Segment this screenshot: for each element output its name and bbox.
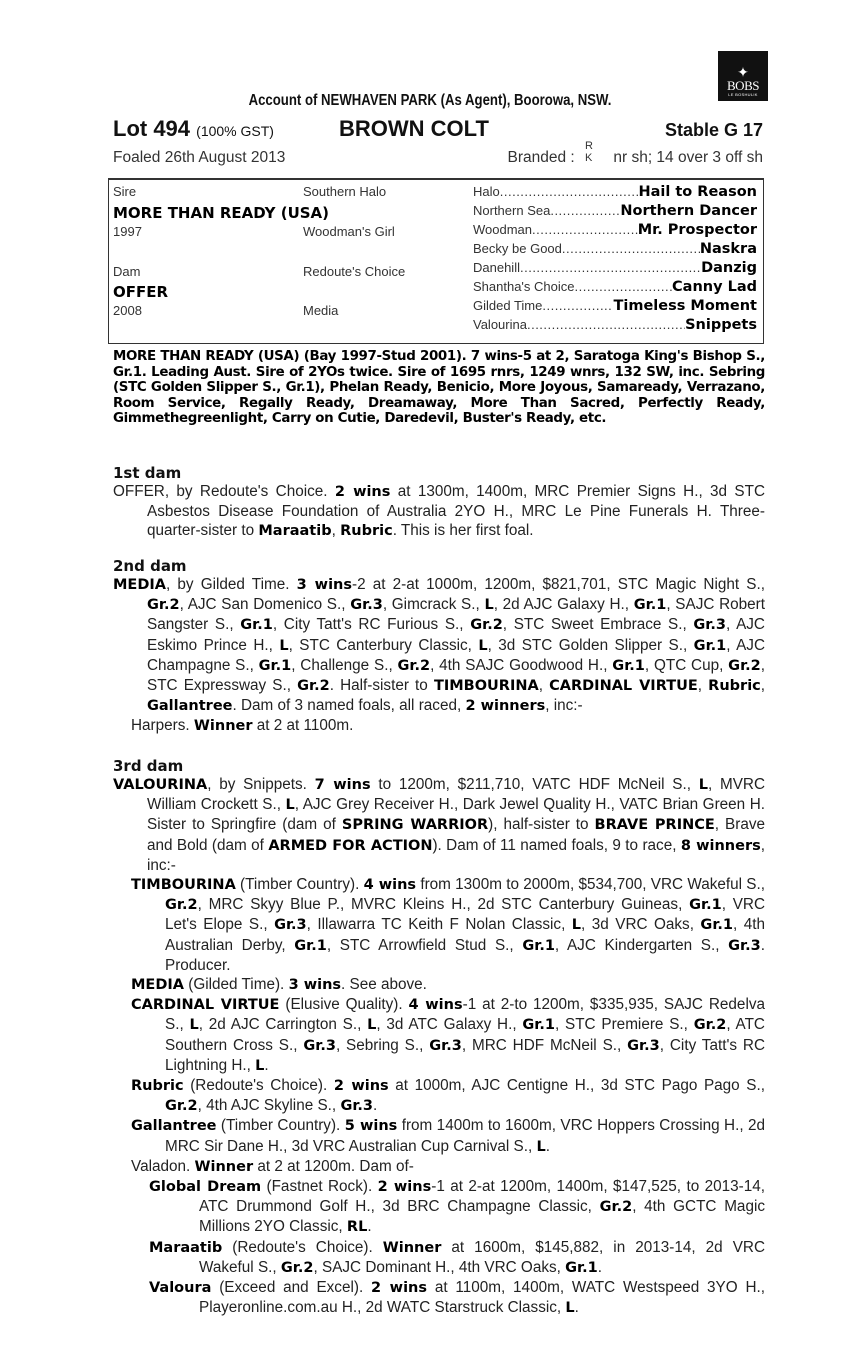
bold-text: Valoura — [149, 1280, 212, 1297]
sire-label: Sire — [113, 184, 137, 199]
sire-dam: Woodman's Girl — [303, 224, 395, 239]
bold-text: Rubric — [131, 1078, 184, 1095]
bold-text: L — [279, 637, 289, 654]
grandparent-row: Halo ..... Hail to Reason — [473, 183, 757, 202]
bold-text: Gr.3 — [429, 1037, 462, 1054]
bold-text: Gr.2 — [397, 657, 431, 674]
bold-text: Gr.1 — [522, 937, 555, 954]
bold-text: TIMBOURINA — [131, 877, 236, 894]
bold-text: Gr.3 — [274, 917, 307, 934]
dam-entry: VALOURINA, by Snippets. 7 wins to 1200m, $211,710, VATC HDF McNeil S., L, MVRC William Crockett S., L, AJC Grey Receiver H., Dark Jewel Quality H., VATC Brian Green H. Sister to Springfire (dam of SPRING WARRIOR), half-sister to BRAVE PRINCE, Brave and Bold (dam of ARMED FOR ACTION). Dam of 11 named foals, 9 to race, 8 winners, inc:- — [113, 776, 766, 874]
branded-info — [507, 140, 763, 167]
bold-text: 3 wins — [288, 977, 342, 994]
section-heading: 3rd dam — [113, 757, 184, 775]
grandparent-row: Northern Sea ..... Northern Dancer — [473, 202, 757, 221]
dam-name: OFFER — [113, 283, 169, 301]
bold-text: Rubric — [708, 678, 761, 695]
bold-text: 2 wins — [371, 1280, 428, 1297]
bird-icon: ✦ — [737, 64, 749, 80]
grandparent-row: Shantha's Choice ..... Canny Lad — [473, 278, 757, 297]
bold-text: 4 wins — [363, 877, 417, 894]
progeny-entry: CARDINAL VIRTUE (Elusive Quality). 4 wins-1 at 2-to 1200m, $335,935, SAJC Redelva S., L, 2d AJC Carrington S., L, 3d ATC Galaxy H., Gr.1, STC Premiere S., Gr.2, ATC Southern Cross S., Gr.3, Sebring S., Gr.3, MRC HDF McNeil S., Gr.3, City Tatt's RC Lightning H., L. — [131, 996, 765, 1074]
bold-text: Gr.3 — [340, 1098, 374, 1115]
branded-text: nr sh; 14 over 3 off sh — [613, 149, 763, 166]
dam-entry: MEDIA, by Gilded Time. 3 wins-2 at 2-at 1000m, 1200m, $821,701, STC Magic Night S., Gr.2, AJC San Domenico S., Gr.3, Gimcrack S., L, 2d AJC Galaxy H., Gr.1, SAJC Robert Sangster S., Gr.1, City Tatt's RC Furious S., Gr.2, STC Sweet Embrace S., Gr.3, AJC Eskimo Prince H., L, STC Canterbury Classic, L, 3d STC Golden Slipper S., Gr.1, AJC Champagne S., Gr.1, Challenge S., Gr.2, 4th SAJC Goodwood H., Gr.1, QTC Cup, Gr.2, STC Expressway S., Gr.2. Half-sister to TIMBOURINA, CARDINAL VIRTUE, Rubric, Gallantree. Dam of 3 named foals, all raced, 2 winners, inc:- — [113, 576, 766, 715]
bold-text: L — [478, 637, 488, 654]
bold-text: MEDIA — [131, 977, 184, 994]
bold-text: 2 wins — [377, 1179, 432, 1196]
bold-text: L — [255, 1057, 265, 1074]
grandparent-row: Danehill ..... Danzig — [473, 259, 757, 278]
dam-label: Dam — [113, 264, 141, 279]
grand-progeny-entry: Maraatib (Redoute's Choice). Winner at 1600m, $145,882, in 2013-14, 2d VRC Wakeful S., Gr.2, SAJC Dominant H., 4th VRC Oaks, Gr.1. — [149, 1238, 765, 1276]
bold-text: L — [698, 777, 708, 793]
bold-text: RL — [346, 1219, 368, 1236]
brand-mark-icon: R K — [585, 140, 593, 164]
bold-text: BRAVE PRINCE — [594, 817, 715, 834]
progeny-entry: TIMBOURINA (Timber Country). 4 wins from 1300m to 2000m, $534,700, VRC Wakeful S., Gr.2, MRC Skyy Blue P., MVRC Kleins H., 2d STC Canterbury Guineas, Gr.1, VRC Let's Elope S., Gr.3, Illawarra TC Keith F Nolan Classic, L, 3d VRC Oaks, Gr.1, 4th Australian Derby, Gr.1, STC Arrowfield Stud S., Gr.1, AJC Kindergarten S., Gr.3. Producer. — [131, 876, 765, 974]
bold-text: L — [571, 917, 582, 934]
bold-text: CARDINAL VIRTUE — [131, 997, 280, 1014]
stable-location: Stable G 17 — [664, 120, 763, 140]
bold-text: Rubric — [340, 523, 393, 540]
foaled-row — [113, 140, 763, 169]
bold-text: 4 wins — [408, 997, 463, 1014]
bold-text: 8 winners — [680, 837, 761, 854]
dam-year: 2008 — [113, 303, 142, 318]
progeny-entry: Harpers. Winner at 2 at 1100m. — [131, 717, 354, 735]
bold-text: Gr.2 — [693, 1017, 727, 1034]
bold-text: Gr.3 — [728, 937, 761, 954]
bold-text: Gr.3 — [350, 597, 383, 614]
bold-text: Gr.3 — [627, 1037, 660, 1054]
dam-sire: Redoute's Choice — [303, 264, 406, 279]
bold-text: 2 wins — [334, 484, 391, 500]
grandparent-row: Becky be Good ..... Naskra — [473, 240, 757, 259]
grandparent-row: Gilded Time ..... Timeless Moment — [473, 297, 757, 316]
bold-text: Maraatib — [258, 523, 332, 540]
bold-text: 5 wins — [344, 1118, 398, 1135]
progeny-entry: Valadon. Winner at 2 at 1200m. Dam of- — [131, 1157, 414, 1175]
second-dam-section — [113, 557, 765, 737]
lot-header — [113, 117, 763, 143]
bold-text: Gr.1 — [612, 657, 645, 674]
bold-text: Gallantree — [131, 1118, 217, 1135]
bold-text: Winner — [382, 1239, 442, 1256]
bold-text: Gr.1 — [240, 617, 273, 634]
grandparent-row: Woodman ..... Mr. Prospector — [473, 221, 757, 240]
bold-text: Gr.1 — [294, 937, 327, 954]
bold-text: Gr.2 — [165, 1098, 198, 1115]
first-dam-section — [113, 464, 765, 542]
bold-text: L — [367, 1017, 377, 1034]
bold-text: Maraatib — [149, 1239, 223, 1256]
sire-year: 1997 — [113, 224, 142, 239]
grand-progeny-entry: Global Dream (Fastnet Rock). 2 wins-1 at 2-at 1200m, 1400m, $147,525, to 2013-14, ATC Drummond Golf H., 3d BRC Champagne Classic, Gr.2, 4th GCTC Magic Millions 2YO Classic, RL. — [149, 1178, 765, 1236]
section-heading: 2nd dam — [113, 557, 187, 575]
bold-text: Gr.3 — [303, 1037, 336, 1054]
progeny-entry: MEDIA (Gilded Time). 3 wins. See above. — [131, 976, 427, 994]
bold-text: 7 wins — [314, 777, 371, 793]
bold-text: Winner — [194, 1158, 254, 1175]
vendor-account: Account of NEWHAVEN PARK (As Agent), Boorowa, NSW. — [248, 92, 612, 109]
bold-text: ARMED FOR ACTION — [268, 837, 433, 854]
bold-text: Gr.1 — [693, 637, 727, 654]
bold-text: Gr.2 — [280, 1259, 314, 1276]
progeny-entry: Gallantree (Timber Country). 5 wins from 1400m to 1600m, VRC Hoppers Crossing H., 2d MRC Sir Dane H., 3d VRC Australian Cup Carnival S., L. — [131, 1117, 765, 1155]
sire-sire: Southern Halo — [303, 184, 387, 199]
third-dam-section — [113, 757, 765, 1318]
foaled-date: Foaled 26th August 2013 — [113, 149, 286, 166]
logo-brand: BOBS — [727, 78, 759, 93]
bold-text: Gr.1 — [700, 917, 734, 934]
bold-text: L — [536, 1138, 546, 1155]
bold-text: Gr.2 — [165, 897, 198, 914]
bold-text: SPRING WARRIOR — [341, 817, 489, 834]
bold-text: MEDIA — [113, 577, 166, 593]
bold-text: Gr.1 — [258, 657, 292, 674]
bold-text: Gr.1 — [565, 1259, 598, 1276]
lot-label: Lot 494 — [113, 116, 191, 141]
bold-text: Gr.2 — [728, 657, 761, 674]
bold-text: Gr.2 — [147, 597, 180, 614]
dam-dam: Media — [303, 303, 339, 318]
bold-text: Gr.1 — [522, 1017, 555, 1034]
bold-text: L — [189, 1017, 199, 1034]
bold-text: Gr.3 — [693, 617, 726, 634]
bold-text: Gr.2 — [470, 617, 503, 634]
lot-description: BROWN COLT — [339, 116, 489, 141]
bold-text: Winner — [193, 718, 253, 735]
gst-note: (100% GST) — [196, 123, 274, 139]
bold-text: Gr.2 — [599, 1199, 633, 1216]
bold-text: Gallantree — [147, 698, 233, 715]
bold-text: Gr.1 — [689, 897, 722, 914]
section-heading: 1st dam — [113, 464, 182, 482]
grandparents-list — [473, 183, 757, 335]
bold-text: L — [285, 797, 295, 814]
pedigree-table — [108, 178, 764, 344]
branded-label: Branded : — [507, 149, 575, 166]
logo-sub: LE BOSHULIK — [728, 92, 758, 97]
bold-text: Gr.2 — [297, 678, 330, 695]
bold-text: TIMBOURINA — [433, 678, 539, 695]
bold-text: 2 wins — [333, 1078, 389, 1095]
bold-text: Global Dream — [149, 1179, 262, 1196]
bold-text: VALOURINA — [113, 777, 208, 793]
bold-text: L — [484, 597, 494, 614]
grandparent-row: Valourina ..... Snippets — [473, 316, 757, 335]
grand-progeny-entry: Valoura (Exceed and Excel). 2 wins at 1100m, 1400m, WATC Westspeed 3YO H., Playeronline.com.au H., 2d WATC Starstruck Classic, L. — [149, 1279, 765, 1317]
bold-text: Gr.1 — [633, 597, 667, 614]
bold-text: 2 winners — [465, 698, 546, 715]
bold-text: L — [565, 1300, 575, 1317]
dam-entry: OFFER, by Redoute's Choice. 2 wins at 1300m, 1400m, MRC Premier Signs H., 3d STC Asbestos Disease Foundation of Australia 2YO H., MRC Le Pine Funerals H. Three-quarter-sister to Maraatib, Rubric. This is her first foal. — [113, 483, 765, 540]
lot-number — [113, 117, 274, 143]
bold-text: 3 wins — [296, 577, 352, 593]
progeny-entry: Rubric (Redoute's Choice). 2 wins at 1000m, AJC Centigne H., 3d STC Pago Pago S., Gr.2, 4th AJC Skyline S., Gr.3. — [131, 1077, 765, 1115]
bold-text: CARDINAL VIRTUE — [549, 678, 698, 695]
sire-name: MORE THAN READY (USA) — [113, 204, 330, 222]
sire-summary: MORE THAN READY (USA) (Bay 1997-Stud 2001). 7 wins-5 at 2, Saratoga King's Bishop S., Gr.1. Leading Aust. Sire of 2YOs twice. Sire of 1695 rnrs, 1249 wnrs, 132 SW, inc. Sebring (STC Golden Slipper S., Gr.1), Phelan Ready, Benicio, More Joyous, Samaready, Verrazano, Room Service, Regally Ready, Dreamaway, More Than Sacred, Perfectly Ready, Gimmethegreenlight, Carry on Cutie, Daredevil, Buster's Ready, etc. — [113, 349, 765, 426]
